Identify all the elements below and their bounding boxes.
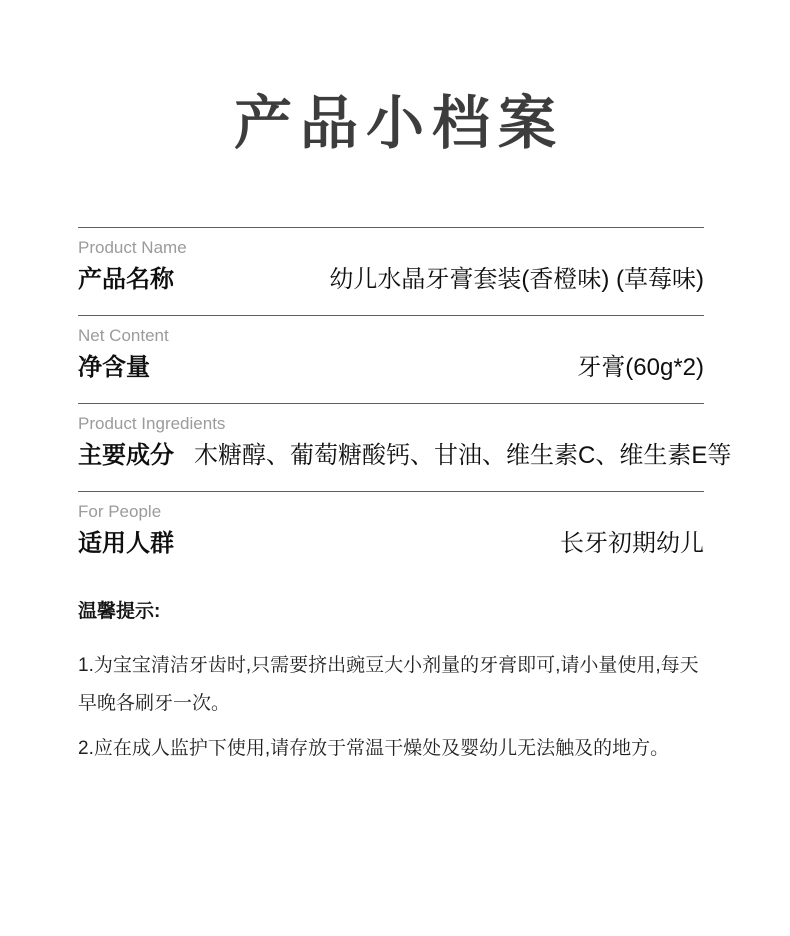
info-row-net-content (78, 315, 704, 403)
info-row-product-name (78, 227, 704, 315)
info-row-for-people (78, 491, 704, 579)
info-row-ingredients (78, 403, 732, 491)
tips-heading: 温馨提示: (78, 601, 161, 622)
product-profile-card (0, 88, 790, 936)
for-people-label-zh: 适用人群 (78, 530, 174, 557)
product-name-label-zh: 产品名称 (78, 266, 174, 293)
ingredients-row (78, 440, 732, 472)
tip-item-1: 1.为宝宝清洁牙齿时,只需要挤出豌豆大小剂量的牙膏即可,请小量使用,每天早晚各刷牙一次。 (78, 655, 699, 714)
product-name-label-en: Product Name (78, 238, 187, 257)
page-title: 产品小档案 (233, 91, 564, 156)
ingredients-label-en: Product Ingredients (78, 414, 226, 433)
net-content-row (78, 352, 704, 384)
net-content-label-zh: 净含量 (78, 354, 150, 381)
net-content-label-en: Net Content (78, 326, 169, 345)
ingredients-value: 木糖醇、葡萄糖酸钙、甘油、维生素C、维生素E等 (194, 442, 732, 469)
tips-section (78, 599, 704, 768)
product-name-value: 幼儿水晶牙膏套装(香橙味) (草莓味) (329, 266, 704, 293)
net-content-value: 牙膏(60g*2) (577, 354, 704, 381)
for-people-label-en: For People (78, 502, 162, 521)
for-people-row (78, 528, 704, 560)
product-info-table (78, 227, 732, 579)
product-name-row (78, 264, 704, 296)
ingredients-label-zh: 主要成分 (78, 442, 174, 469)
for-people-value: 长牙初期幼儿 (560, 530, 704, 557)
tip-item-2: 2.应在成人监护下使用,请存放于常温干燥处及婴幼儿无法触及的地方。 (78, 738, 670, 759)
